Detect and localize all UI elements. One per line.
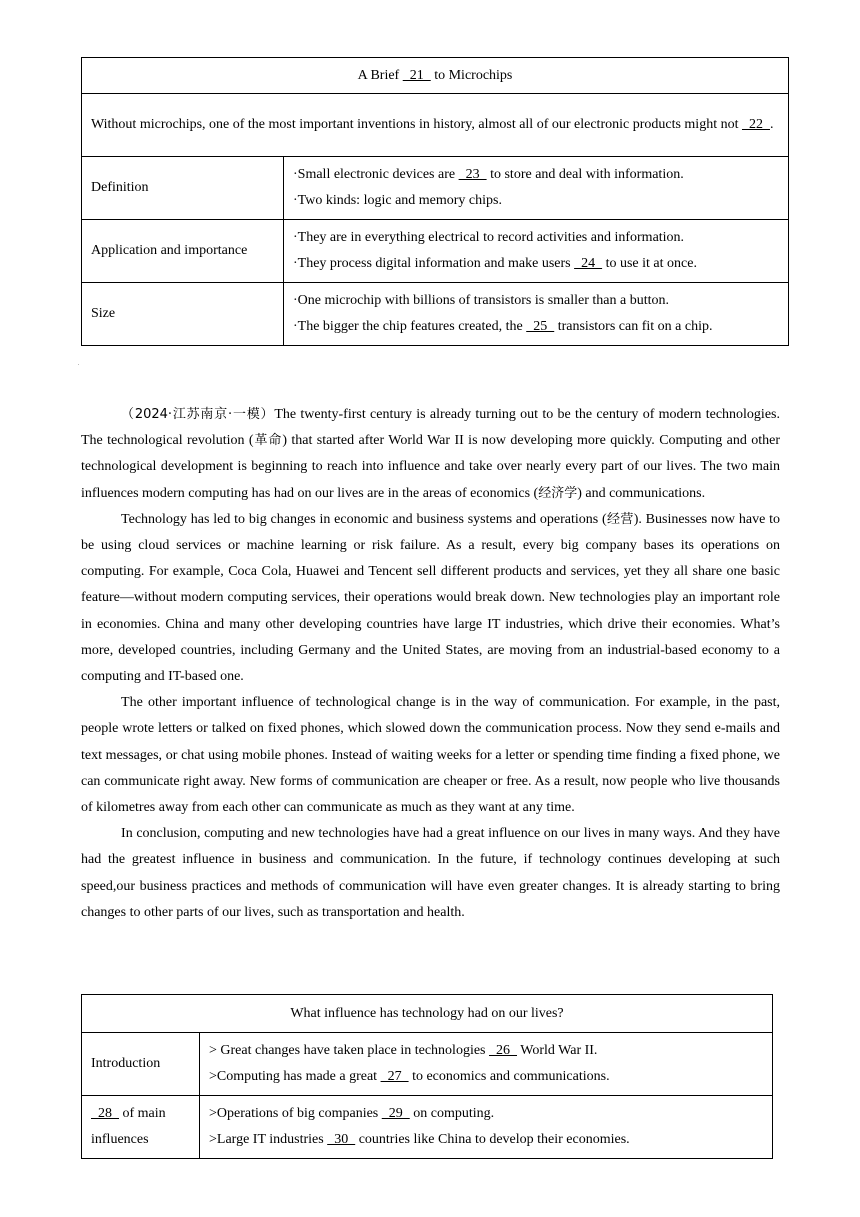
blank-27: 27 — [380, 1069, 409, 1084]
blank-26: 26 — [489, 1043, 517, 1058]
blank-25: 25 — [526, 319, 555, 334]
paragraph-2: Technology has led to big changes in economic and business systems and operations (经营). Businesses now have to be using cloud services or machine learning or risk failure. As a result, every big company bases its operations on computing. For example, Coca Cola, Huawei and Tencent sell different products and services, yet they all share one basic feature—without modern computing services, their operations would break down. New technologies play an important role in economies. China and many other developing countries have large IT industries, which drive their economies. What’s more, developed countries, including Germany and the United States, are moving from an industrial-based economy to a computing and IT-based one. — [81, 511, 781, 685]
blank-22: 22 — [741, 117, 770, 132]
stray-dot — [78, 364, 79, 365]
row-content-size: ·One microchip with billions of transistors is smaller than a button. ·The bigger the chip features created, the 25 transistors can fit on a chip. — [284, 283, 789, 346]
source-tag: （2024·江苏南京·一模） — [121, 407, 275, 422]
row-label-definition: Definition — [82, 157, 284, 220]
table2-title: What influence has technology had on our lives? — [82, 995, 773, 1033]
blank-29: 29 — [381, 1106, 410, 1121]
blank-30: 30 — [327, 1132, 356, 1147]
row-label-main-influences: 28 of main influences — [82, 1096, 200, 1159]
row-label-introduction: Introduction — [82, 1033, 200, 1096]
table1-intro: Without microchips, one of the most important inventions in history, almost all of our electronic products might not 22 . — [82, 94, 789, 157]
row-content-introduction: > Great changes have taken place in technologies 26 World War II. >Computing has made a great 27 to economics and communications. — [200, 1033, 773, 1096]
row-content-main-influences: >Operations of big companies 29 on computing. >Large IT industries 30 countries like China to develop their economies. — [200, 1096, 773, 1159]
blank-23: 23 — [458, 167, 487, 182]
blank-24: 24 — [574, 256, 603, 271]
row-content-definition: ·Small electronic devices are 23 to store and deal with information. ·Two kinds: logic and memory chips. — [284, 157, 789, 220]
blank-28: 28 — [91, 1106, 119, 1121]
row-label-size: Size — [82, 283, 284, 346]
row-label-application: Application and importance — [82, 220, 284, 283]
paragraph-4: In conclusion, computing and new technologies have had a great influence on our lives in many ways. And they have had the greatest influence in business and communication. In the future, if technology continues developing at such speed,our business practices and methods of communication will have even greater changes. It is already starting to bring changes to other parts of our lives, such as transportation and health. — [81, 826, 780, 920]
table1-title: A Brief 21 to Microchips — [82, 58, 789, 94]
technology-influence-table — [81, 994, 773, 1159]
paragraph-3: The other important influence of technological change is in the way of communication. For example, in the past, people wrote letters or talked on fixed phones, which slowed down the communication process. Now they send e-mails and text messages, or chat using mobile phones. Instead of waiting weeks for a letter or spending time finding a fixed phone, we can communicate right away. New forms of communication are cheaper or free. As a result, now people who live thousands of kilometres away from each other can communicate as much as they want at any time. — [81, 695, 780, 816]
row-content-application: ·They are in everything electrical to record activities and information. ·They process digital information and make users 24 to use it at once. — [284, 220, 789, 283]
microchips-table — [81, 57, 789, 346]
paragraph-1: （2024·江苏南京·一模）The twenty-first century is already turning out to be the century of modern technologies. The technological revolution (革命) that started after World War II is now developing more quickly. Computing and other technological development is beginning to reach into influence and take over nearly every part of our lives. The two main influences modern computing has had on our lives are in the areas of economics (经济学) and communications. — [81, 407, 780, 501]
blank-21: 21 — [402, 67, 431, 83]
reading-passage — [81, 402, 780, 926]
